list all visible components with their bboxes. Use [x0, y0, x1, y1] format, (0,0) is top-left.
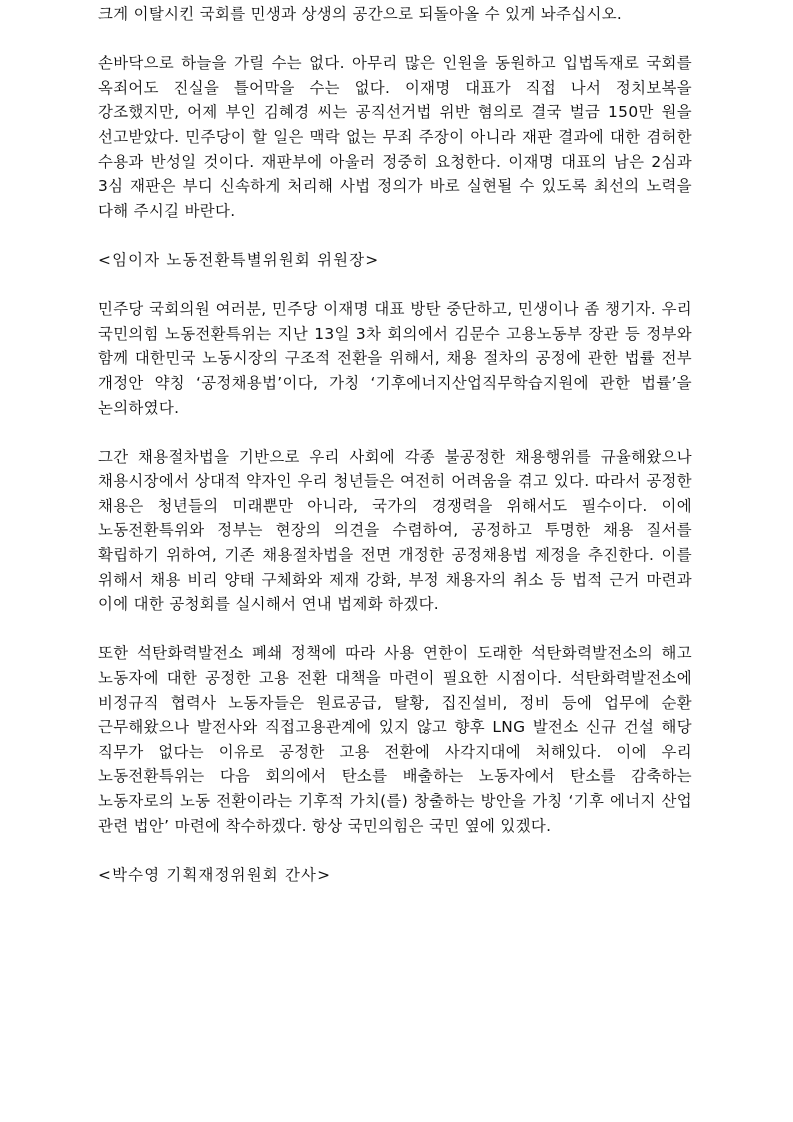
paragraph-hiring-procedure-reform: 그간 채용절차법을 기반으로 우리 사회에 각종 불공정한 채용행위를 규율해왔으나 채용시장에서 상대적 약자인 우리 청년들은 여전히 어려움을 겪고 있다. 따라서 공정한 채용은 청년들의 미래뿐만 아니라, 국가의 경쟁력을 위해서도 필수이다. 이에 노동전환특위와 정부는 현장의 의견을 수렴하여, 공정하고 투명한 채용 질서를 확립하기 위하여, 기존 채용절차법을 전면 개정한 공정채용법 제정을 추진한다. 이를 위해서 채용 비리 양태 구체화와 제재 강화, 부정 채용자의 취소 등 법적 근거 마련과 이에 대한 공청회를 실시해서 연내 법제화 하겠다. [98, 447, 692, 614]
speaker-heading-lim-ija: <임이자 노동전환특별위원회 위원장> [98, 250, 380, 269]
paragraph-coal-plant-transition: 또한 석탄화력발전소 폐쇄 정책에 따라 사용 연한이 도래한 석탄화력발전소의 해고 노동자에 대한 공정한 고용 전환 대책을 마련이 필요한 시점이다. 석탄화력발전소에 비정규직 협력사 노동자들은 원료공급, 탈황, 집진설비, 정비 등에 업무에 순환 근무해왔으나 발전사와 직접고용관계에 있지 않고 향후 LNG 발전소 신규 건설 해당 직무가 없다는 이유로 공정한 고용 전환에 사각지대에 처해있다. 이에 우리 노동전환특위는 다음 회의에서 탄소를 배출하는 노동자에서 탄소를 감축하는 노동자로의 노동 전환이라는 기후적 가치(를) 창출하는 방안을 가칭 ‘기후 에너지 산업 관련 법안’ 마련에 착수하겠다. 항상 국민의힘은 국민 옆에 있겠다. [98, 644, 692, 835]
document-body [98, 2, 692, 912]
paragraph-fair-hiring-act: 민주당 국회의원 여러분, 민주당 이재명 대표 방탄 중단하고, 민생이나 좀 챙기자. 우리 국민의힘 노동전환특위는 지난 13일 3차 회의에서 김문수 고용노동부 장관 등 정부와 함께 대한민국 노동시장의 구조적 전환을 위해서, 채용 절차의 공정에 관한 법률 전부 개정안 약칭 ‘공정채용법’이다, 가칭 ‘기후에너지산업직무학습지원에 관한 법률’을 논의하였다. [98, 300, 692, 417]
speaker-heading-park-sooyoung: <박수영 기획재정위원회 간사> [98, 865, 332, 884]
paragraph-court-ruling: 손바닥으로 하늘을 가릴 수는 없다. 아무리 많은 인원을 동원하고 입법독재로 국회를 옥죄어도 진실을 틀어막을 수는 없다. 이재명 대표가 직접 나서 정치보복을 강조했지만, 어제 부인 김혜경 씨는 공직선거법 위반 혐의로 결국 벌금 150만 원을 선고받았다. 민주당이 할 일은 맥락 없는 무죄 주장이 아니라 재판 결과에 대한 겸허한 수용과 반성일 것이다. 재판부에 아울러 정중히 요청한다. 이재명 대표의 남은 2심과 3심 재판은 부디 신속하게 처리해 사법 정의가 바로 실현될 수 있도록 최선의 노력을 다해 주시길 바란다. [98, 54, 692, 220]
paragraph-closing-appeal: 크게 이탈시킨 국회를 민생과 상생의 공간으로 되돌아올 수 있게 놔주십시오. [98, 5, 623, 23]
